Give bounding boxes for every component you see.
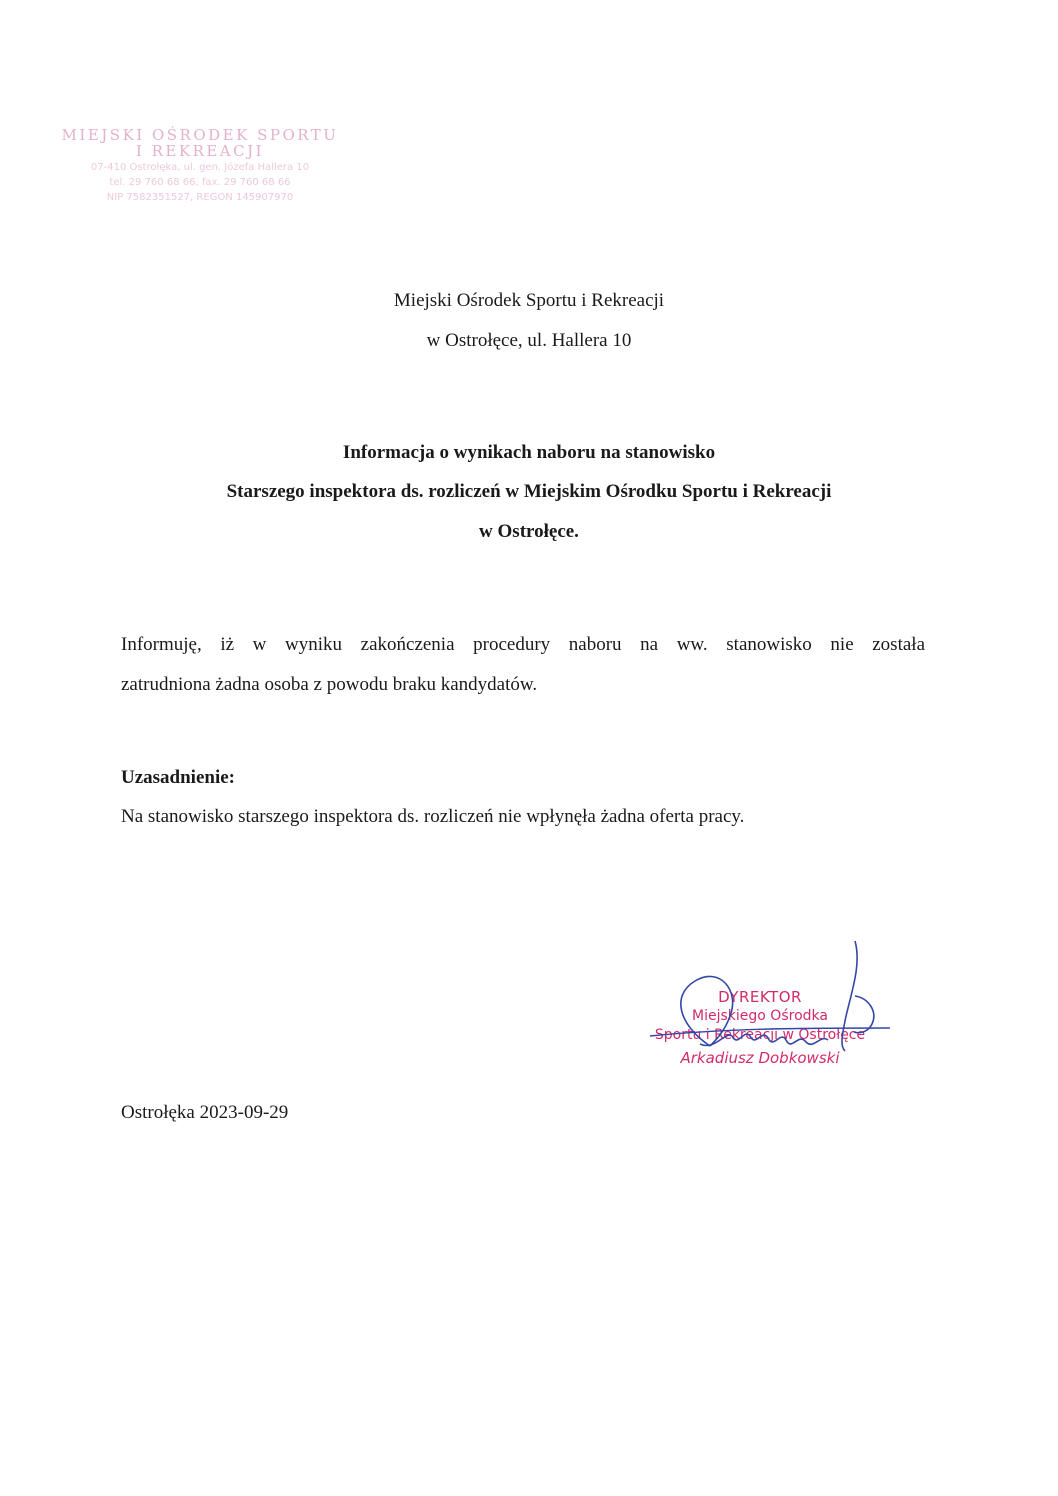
director-org-line2: Sportu i Rekreacji w Ostrołęce — [654, 1027, 866, 1043]
organization-stamp — [40, 126, 360, 205]
stamp-tax-ids: NIP 7582351527, REGON 145907970 — [106, 192, 294, 203]
justification-label: Uzasadnienie: — [121, 767, 235, 788]
document-title-line1: Informacja o wynikach naboru na stanowisko — [342, 442, 716, 463]
document-title-line3: w Ostrołęce. — [479, 521, 579, 542]
handwritten-signature — [640, 936, 900, 1086]
body-line1: Informuję, iż w wyniku zakończenia procedury naboru na ww. stanowisko nie została — [121, 634, 925, 655]
director-name: Arkadiusz Dobkowski — [680, 1049, 840, 1067]
body-paragraph — [121, 625, 925, 705]
stamp-name-line1: MIEJSKI OŚRODEK SPORTU — [61, 126, 339, 144]
stamp-phone: tel. 29 760 68 66, fax. 29 760 68 66 — [109, 177, 291, 188]
stamp-name-line2: I REKREACJI — [135, 142, 265, 160]
place-and-date: Ostrołęka 2023-09-29 — [121, 1102, 289, 1123]
director-org-line1: Miejskiego Ośrodka — [692, 1008, 828, 1024]
director-role: DYREKTOR — [718, 988, 802, 1006]
justification-text: Na stanowisko starszego inspektora ds. rozliczeń nie wpłynęła żadna oferta pracy. — [121, 806, 745, 827]
document-title-line2: Starszego inspektora ds. rozliczeń w Miejskim Ośrodku Sportu i Rekreacji — [226, 481, 832, 502]
stamp-address: 07-410 Ostrołęka, ul. gen. Józefa Hallera 10 — [90, 162, 310, 173]
sender-name: Miejski Ośrodek Sportu i Rekreacji — [393, 290, 665, 311]
body-line2: zatrudniona żadna osoba z powodu braku kandydatów. — [121, 674, 538, 695]
sender-address: w Ostrołęce, ul. Hallera 10 — [426, 330, 632, 351]
